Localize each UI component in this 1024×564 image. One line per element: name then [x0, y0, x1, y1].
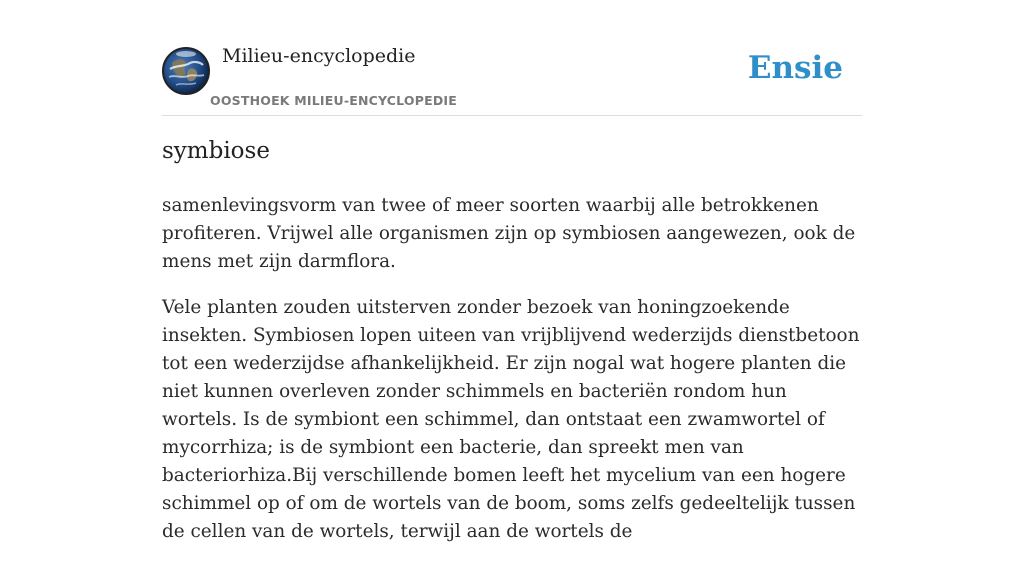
site-logo-link[interactable] [162, 47, 210, 95]
entry-term: symbiose [162, 138, 270, 164]
site-header [162, 0, 862, 116]
entry-content [162, 192, 864, 564]
site-subtitle[interactable]: OOSTHOEK MILIEU-ENCYCLOPEDIE [210, 93, 457, 108]
site-title[interactable]: Milieu-encyclopedie [222, 45, 416, 67]
brand-logo[interactable]: Ensie [747, 50, 843, 86]
earth-globe-icon [164, 49, 208, 93]
entry-paragraph: samenlevingsvorm van twee of meer soorten waarbij alle betrokkenen profiteren. Vrijwel alle organismen zijn op symbiosen aangewezen, ook de mens met zijn darmflora. [162, 195, 856, 272]
entry-paragraph: Vele planten zouden uitsterven zonder bezoek van honingzoekende insekten. Symbiosen lopen uiteen van vrijblijvend wederzijds dienstbetoon tot een wederzijdse afhankelijkheid. Er zijn nogal wat hogere planten die niet kunnen overleven zonder schimmels en bacteriën rondom hun wortels. Is de symbiont een schimmel, dan ontstaat een zwamwortel of mycorrhiza; is de symbiont een bacterie, dan spreekt men van bacteriorhiza.Bij verschillende bomen leeft het mycelium van een hogere schimmel op of om de wortels van de boom, soms zelfs gedeeltelijk tussen de cellen van de wortels, terwijl aan de wortels de [162, 297, 860, 542]
